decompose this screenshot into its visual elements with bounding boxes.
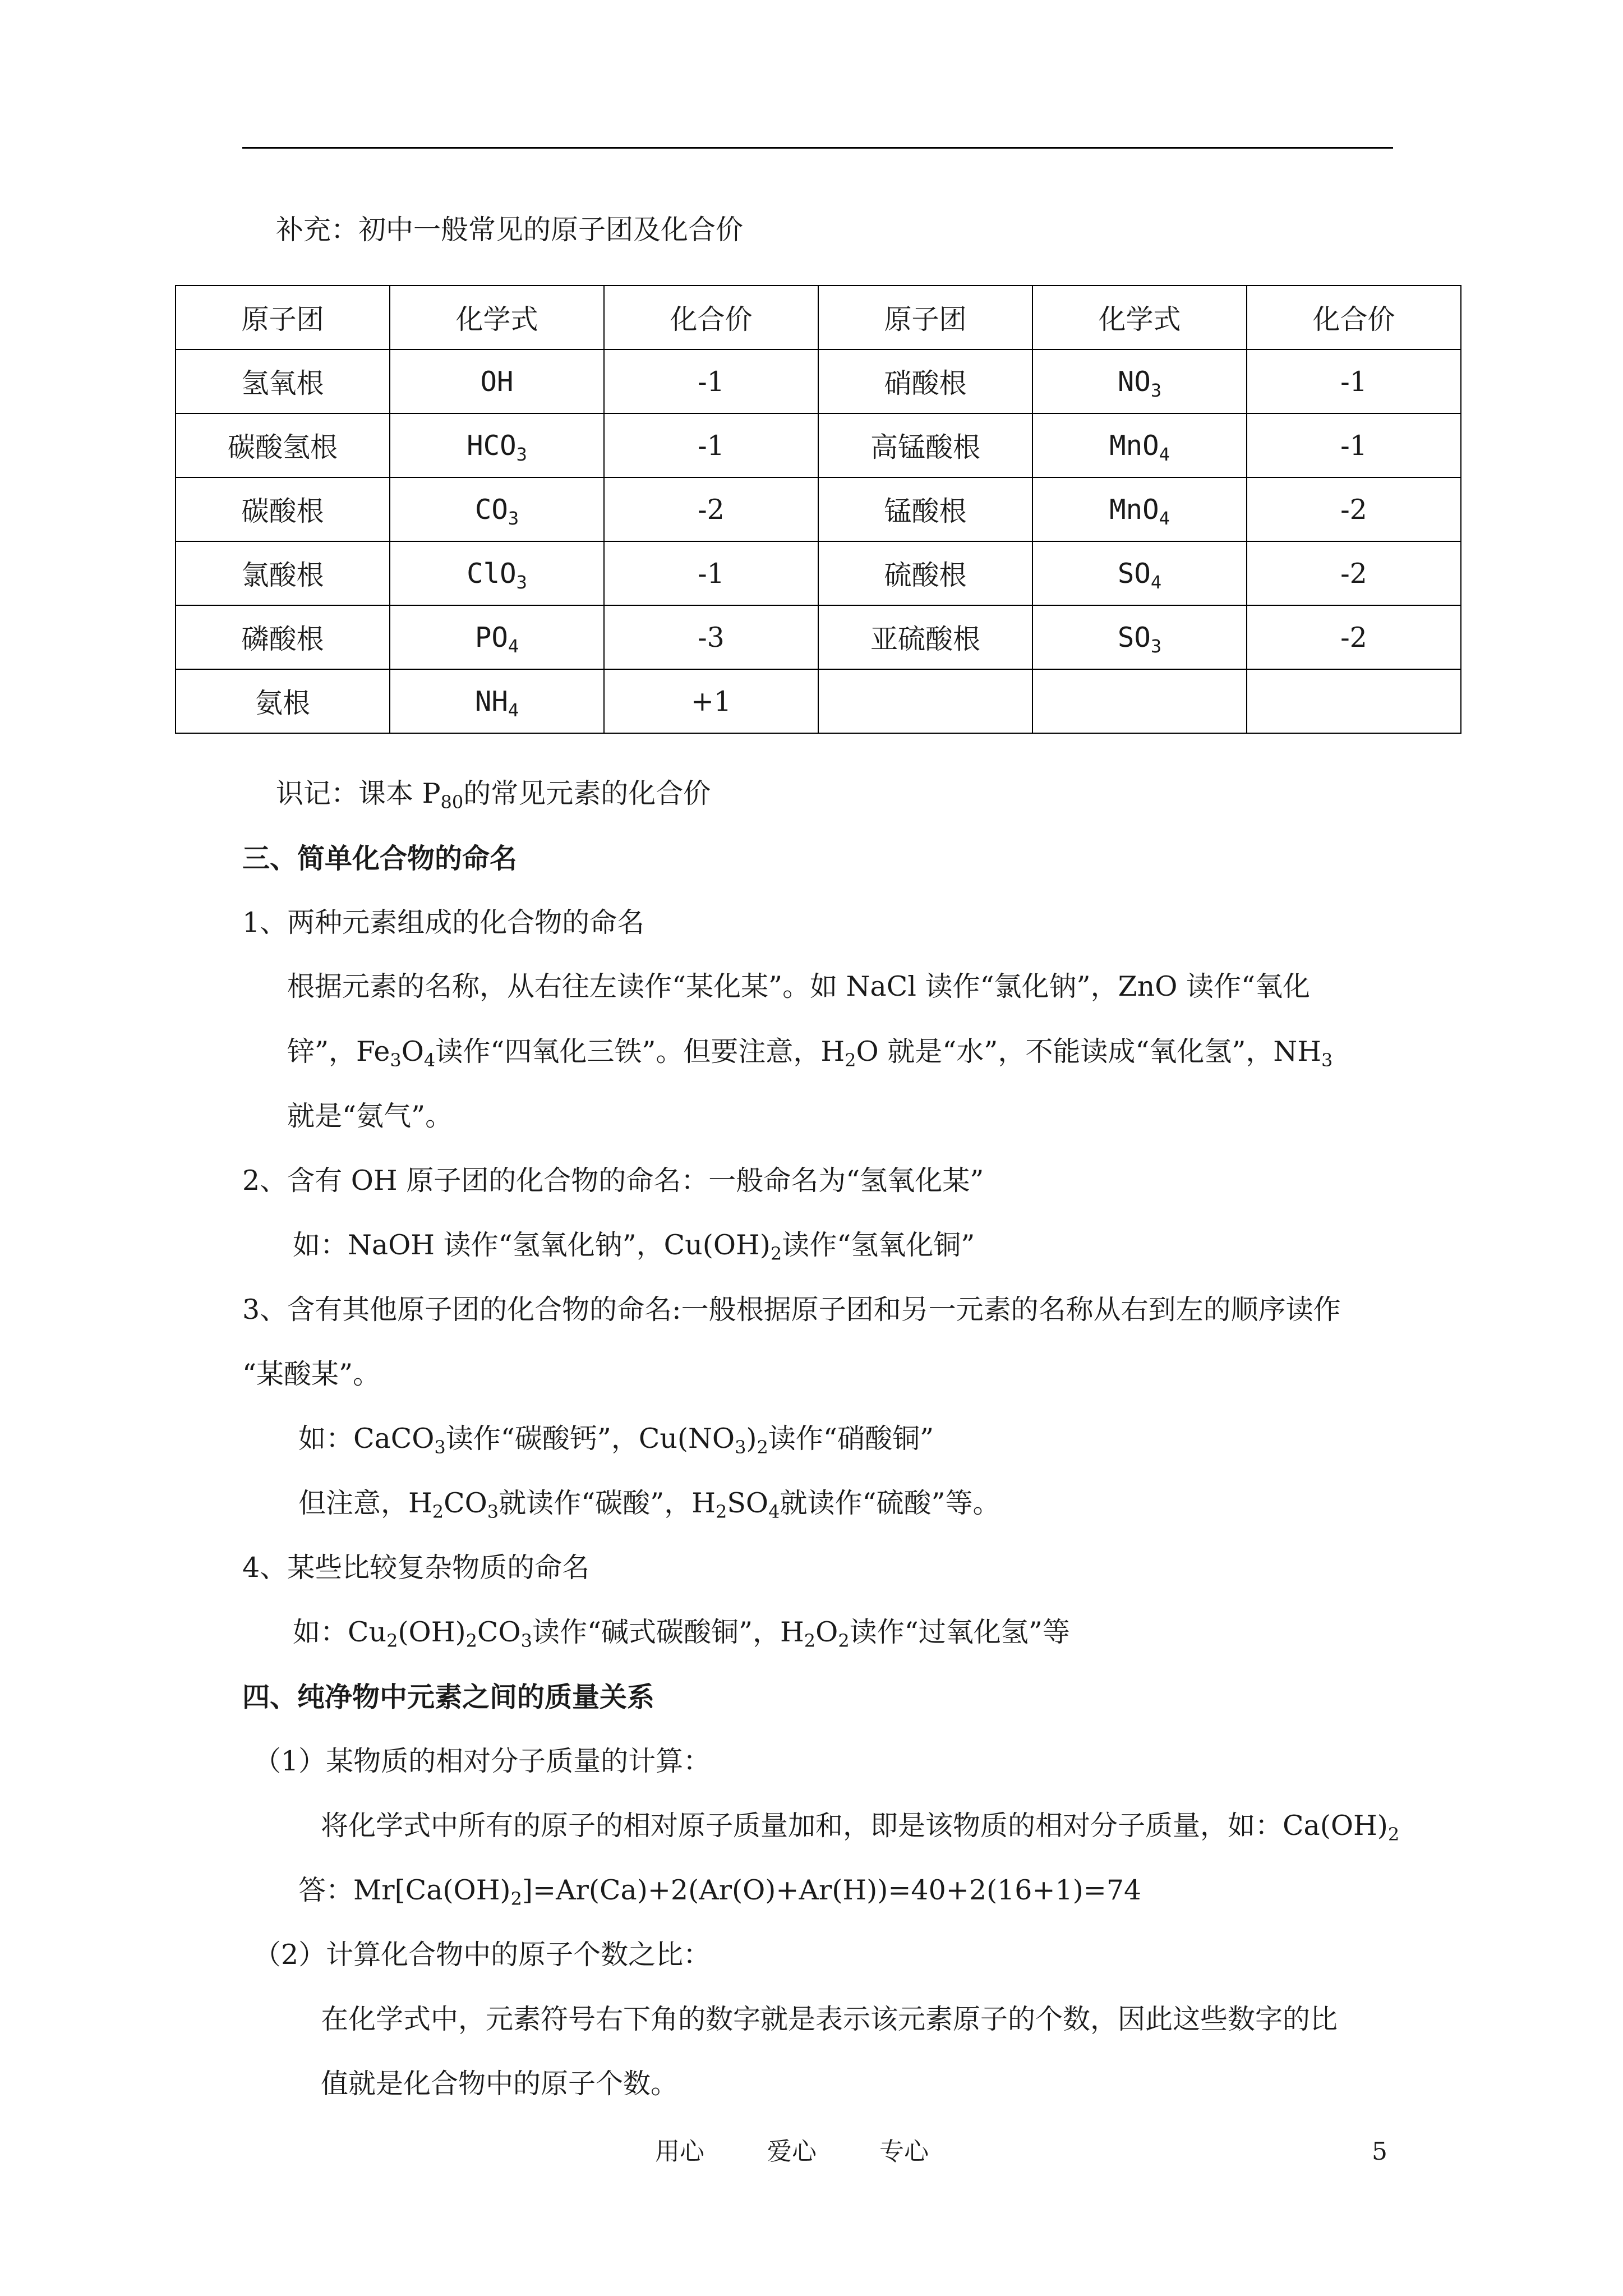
valence-cell: -1 <box>604 541 818 605</box>
part-1-line-1 <box>321 1808 1399 1844</box>
radical-name-cell: 高锰酸根 <box>818 413 1032 477</box>
text: 将化学式中所有的原子的相对原子质量加和，即是该物质的相对分子质量，如：Ca(OH) <box>321 1810 1388 1842</box>
valence-cell: -1 <box>604 349 818 413</box>
subscript: 3 <box>735 1437 746 1458</box>
radical-table <box>175 285 1461 734</box>
formula-text: NO <box>1117 365 1151 398</box>
part-2-title: （2）计算化合物中的原子个数之比： <box>253 1939 711 1971</box>
formula-cell <box>390 477 604 541</box>
formula-text: OH <box>480 365 514 398</box>
subscript: 2 <box>838 1630 850 1651</box>
formula-cell <box>390 541 604 605</box>
valence-cell <box>1247 669 1461 733</box>
formula-text: HCO <box>467 429 517 462</box>
text: CO <box>444 1487 487 1519</box>
subscript: 2 <box>465 1630 477 1651</box>
subscript: 3 <box>487 1501 499 1522</box>
supplement-title: 补充：初中一般常见的原子团及化合价 <box>276 214 744 246</box>
subscript: 2 <box>804 1630 816 1651</box>
text: 锌”，Fe <box>287 1036 390 1068</box>
part-1-title: （1）某物质的相对分子质量的计算： <box>253 1745 711 1777</box>
item-1-line-3: 就是“氨气”。 <box>287 1100 453 1132</box>
text: 答：Mr[Ca(OH) <box>298 1874 511 1906</box>
header-cell: 化学式 <box>390 286 604 349</box>
subscript: 2 <box>386 1630 398 1651</box>
subscript: 2 <box>845 1050 856 1071</box>
formula-cell <box>1032 413 1247 477</box>
formula-cell <box>1032 349 1247 413</box>
formula-cell <box>1032 477 1247 541</box>
subscript: 3 <box>434 1437 446 1458</box>
formula-cell <box>390 605 604 669</box>
part-1-answer <box>298 1872 1141 1908</box>
table-row <box>176 541 1461 605</box>
subscript: 3 <box>520 1630 532 1651</box>
text: 读作“氢氧化铜” <box>782 1229 975 1261</box>
table-row <box>176 413 1461 477</box>
formula-text: PO <box>474 621 508 654</box>
formula-cell <box>1032 541 1247 605</box>
radical-name-cell: 磷酸根 <box>176 605 390 669</box>
item-3-example <box>298 1421 934 1457</box>
text: O <box>401 1036 424 1068</box>
part-2-line-1: 在化学式中，元素符号右下角的数字就是表示该元素原子的个数，因此这些数字的比 <box>321 2003 1338 2035</box>
radical-name-cell: 锰酸根 <box>818 477 1032 541</box>
table-row <box>176 669 1461 733</box>
subscript: 2 <box>770 1243 782 1264</box>
text: O 就是“水”，不能读成“氧化氢”，NH <box>856 1036 1322 1068</box>
subscript: 3 <box>1150 379 1162 401</box>
text: 读作“碳酸钙”，Cu(NO <box>445 1423 735 1455</box>
text: 读作“四氧化三铁”。但要注意，H <box>435 1036 845 1068</box>
footer-motto-2: 爱心 <box>767 2137 817 2166</box>
header-cell: 化合价 <box>604 286 818 349</box>
radical-name-cell: 氯酸根 <box>176 541 390 605</box>
valence-cell: -2 <box>1247 605 1461 669</box>
radical-name-cell: 亚硫酸根 <box>818 605 1032 669</box>
item-4-title: 4、某些比较复杂物质的命名 <box>242 1552 590 1584</box>
text: (OH) <box>398 1616 466 1648</box>
subscript: 3 <box>508 507 519 529</box>
page-number: 5 <box>1372 2137 1387 2166</box>
subscript: 4 <box>1159 507 1170 529</box>
valence-cell: -1 <box>1247 349 1461 413</box>
subscript: 80 <box>440 792 464 813</box>
formula-cell <box>1032 605 1247 669</box>
table-row <box>176 605 1461 669</box>
text: 读作“硝酸铜” <box>768 1423 934 1455</box>
subscript: 4 <box>768 1501 780 1522</box>
subscript: 4 <box>508 699 519 721</box>
valence-cell: -3 <box>604 605 818 669</box>
subscript: 4 <box>1159 443 1170 465</box>
valence-cell: -2 <box>604 477 818 541</box>
text: 就读作“碳酸”，H <box>499 1487 716 1519</box>
radical-name-cell: 氢氧根 <box>176 349 390 413</box>
table-row <box>176 349 1461 413</box>
text: 如：Cu <box>293 1616 387 1648</box>
text: 就读作“硫酸”等。 <box>780 1487 1000 1519</box>
header-cell: 原子团 <box>818 286 1032 349</box>
text: 读作“碱式碳酸铜”，H <box>532 1616 804 1648</box>
valence-cell: -1 <box>1247 413 1461 477</box>
item-4-example <box>293 1614 1070 1650</box>
header-cell: 化学式 <box>1032 286 1247 349</box>
section-3-heading: 三、简单化合物的命名 <box>242 842 518 875</box>
formula-cell <box>390 349 604 413</box>
header-cell: 原子团 <box>176 286 390 349</box>
footer-motto-3: 专心 <box>879 2137 929 2166</box>
text: ) <box>746 1423 757 1455</box>
item-2-example <box>293 1227 975 1263</box>
valence-cell: -2 <box>1247 541 1461 605</box>
item-2-title: 2、含有 OH 原子团的化合物的命名：一般命名为“氢氧化某” <box>242 1165 984 1197</box>
table-row <box>176 477 1461 541</box>
formula-text: MnO <box>1109 493 1159 526</box>
formula-text: MnO <box>1109 429 1159 462</box>
radical-name-cell: 氨根 <box>176 669 390 733</box>
formula-text: NH <box>474 685 508 717</box>
header-cell: 化合价 <box>1247 286 1461 349</box>
subscript: 2 <box>757 1437 768 1458</box>
subscript: 2 <box>510 1888 522 1910</box>
text: CO <box>477 1616 521 1648</box>
text: ]=Ar(Ca)+2(Ar(O)+Ar(H))=40+2(16+1)=74 <box>522 1874 1142 1906</box>
memo-text: 的常见元素的化合价 <box>463 777 711 809</box>
item-3-title-cont: “某酸某”。 <box>242 1358 381 1390</box>
footer-motto-1: 用心 <box>655 2137 704 2166</box>
text: 读作“过氧化氢”等 <box>849 1616 1070 1648</box>
text: 如：NaOH 读作“氢氧化钠”，Cu(OH) <box>293 1229 771 1261</box>
text: SO <box>727 1487 769 1519</box>
text: 如：CaCO <box>298 1423 435 1455</box>
radical-name-cell <box>818 669 1032 733</box>
radical-name-cell: 硝酸根 <box>818 349 1032 413</box>
formula-text: SO <box>1117 621 1151 654</box>
valence-cell: -1 <box>604 413 818 477</box>
formula-text: SO <box>1117 557 1151 590</box>
formula-cell <box>390 413 604 477</box>
radical-name-cell: 碳酸氢根 <box>176 413 390 477</box>
radical-name-cell: 硫酸根 <box>818 541 1032 605</box>
subscript: 3 <box>1150 635 1162 657</box>
subscript: 2 <box>1387 1824 1400 1845</box>
valence-cell: -2 <box>1247 477 1461 541</box>
valence-cell: +1 <box>604 669 818 733</box>
subscript: 3 <box>390 1050 402 1071</box>
part-2-line-2: 值就是化合物中的原子个数。 <box>321 2068 679 2100</box>
subscript: 3 <box>1321 1050 1333 1071</box>
header-rule <box>242 147 1393 149</box>
item-1-line-1: 根据元素的名称，从右往左读作“某化某”。如 NaCl 读作“氯化钠”，ZnO 读作“氧化 <box>287 970 1311 1002</box>
table-header-row <box>176 286 1461 349</box>
subscript: 4 <box>508 635 519 657</box>
formula-text: ClO <box>467 557 517 590</box>
item-3-title: 3、含有其他原子团的化合物的命名:一般根据原子团和另一元素的名称从右到左的顺序读作 <box>242 1294 1341 1326</box>
item-1-title: 1、两种元素组成的化合物的命名 <box>242 907 645 938</box>
subscript: 4 <box>1150 571 1162 593</box>
memo-line <box>276 776 711 812</box>
text: O <box>815 1616 838 1648</box>
formula-cell <box>1032 669 1247 733</box>
subscript: 4 <box>423 1050 436 1071</box>
text: 但注意，H <box>298 1487 432 1519</box>
subscript: 2 <box>432 1501 444 1522</box>
memo-text: 识记：课本 P <box>276 777 441 809</box>
radical-name-cell: 碳酸根 <box>176 477 390 541</box>
subscript: 3 <box>516 571 527 593</box>
subscript: 2 <box>715 1501 727 1522</box>
formula-text: CO <box>474 493 508 526</box>
subscript: 3 <box>516 443 527 465</box>
item-3-note <box>298 1485 1000 1521</box>
section-4-heading: 四、纯净物中元素之间的质量关系 <box>242 1681 655 1713</box>
item-1-line-2 <box>287 1034 1332 1070</box>
formula-cell <box>390 669 604 733</box>
